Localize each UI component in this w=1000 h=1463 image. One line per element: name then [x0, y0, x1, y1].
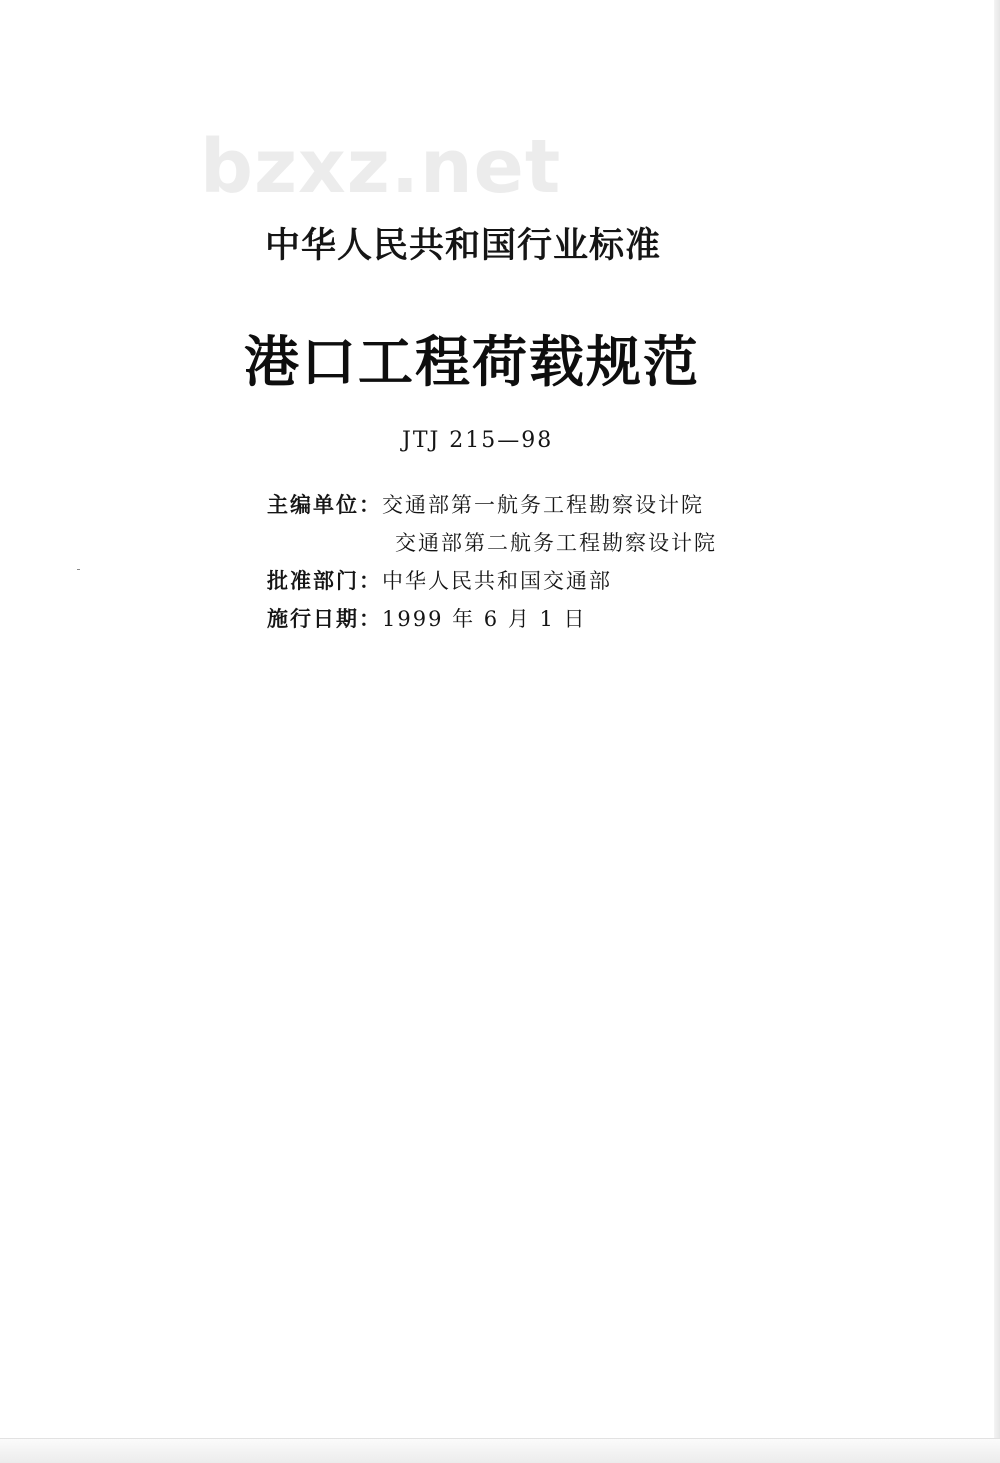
chief-editor-1: 交通部第一航务工程勘察设计院 — [382, 493, 704, 517]
page-bottom-edge — [0, 1438, 1000, 1463]
standard-code: JTJ 215—98 — [402, 428, 554, 453]
effective-date: 1999 年 6 月 1 日 — [382, 607, 587, 631]
effective-date-row — [267, 608, 587, 630]
chief-editor-2: 交通部第二航务工程勘察设计院 — [395, 531, 717, 555]
issuing-organization-title: 中华人民共和国行业标准 — [265, 225, 662, 266]
effective-date-label: 施行日期： — [267, 606, 382, 631]
page-right-edge — [994, 0, 1000, 1463]
watermark: bzxz.net — [200, 124, 562, 210]
chief-editor-row-2 — [395, 533, 717, 554]
scan-speck — [77, 569, 80, 570]
document-title: 港口工程荷载规范 — [244, 329, 701, 394]
chief-editor-label: 主编单位： — [267, 492, 382, 517]
approval-department-label: 批准部门： — [267, 568, 382, 593]
chief-editor-row — [267, 494, 704, 516]
approval-department-row — [267, 570, 612, 592]
approval-department: 中华人民共和国交通部 — [382, 569, 612, 593]
